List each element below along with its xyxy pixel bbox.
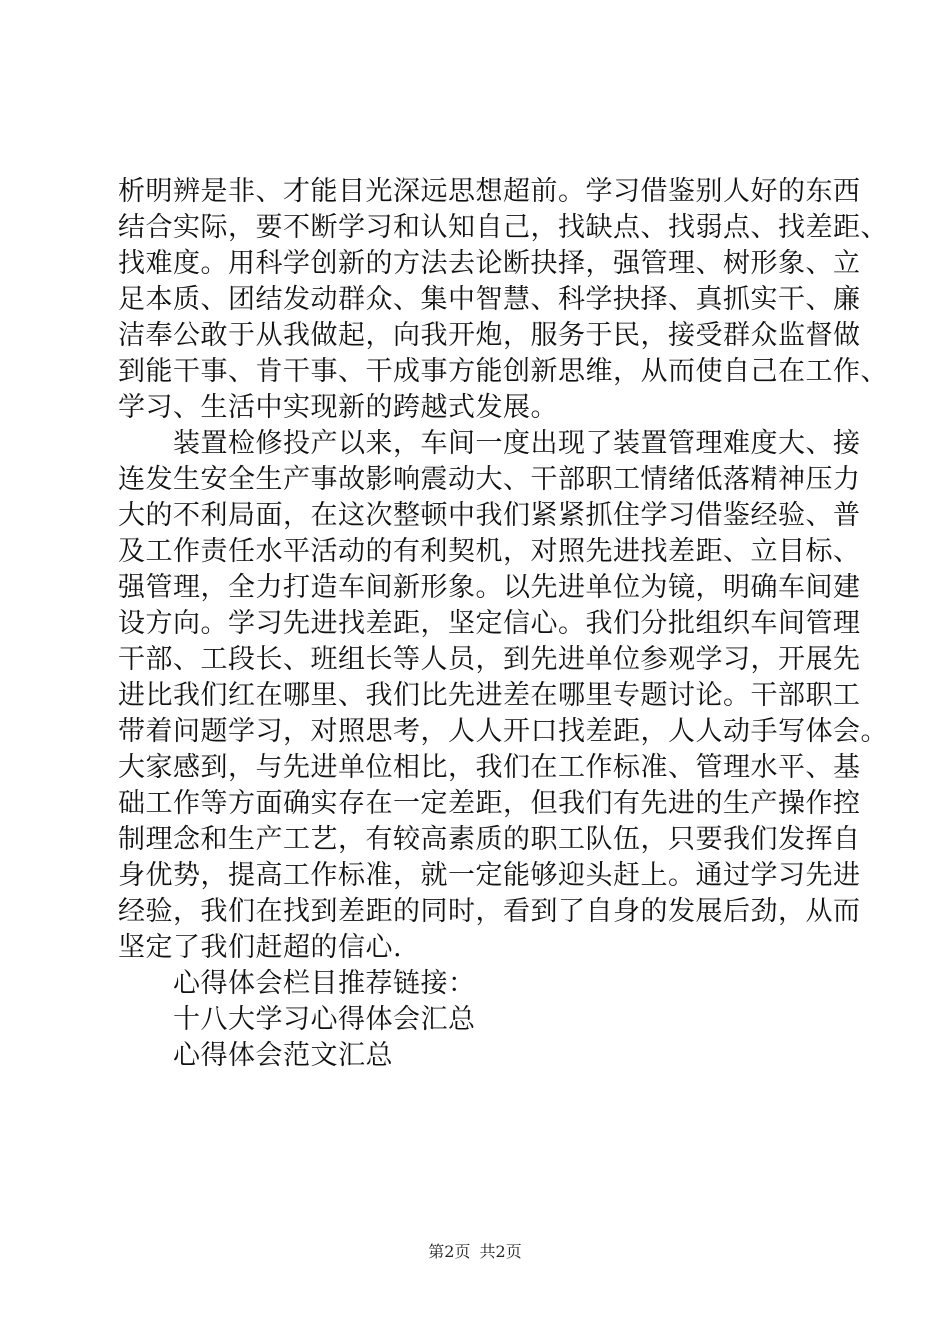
paragraph-line: 础工作等方面确实存在一定差距，但我们有先进的生产操作控 (118, 788, 861, 819)
paragraph-line: 装置检修投产以来，车间一度出现了装置管理难度大、接 (118, 428, 861, 459)
paragraph-line: 析明辨是非、才能目光深远思想超前。学习借鉴别人好的东西 (118, 176, 861, 207)
page-total: 共2页 (479, 1242, 522, 1261)
recommend-links-heading: 心得体会栏目推荐链接： (118, 968, 476, 999)
paragraph-line: 大的不利局面，在这次整顿中我们紧紧抓住学习借鉴经验、普 (118, 500, 861, 531)
paragraph-line: 制理念和生产工艺，有较高素质的职工队伍，只要我们发挥自 (118, 824, 861, 855)
paragraph-line: 找难度。用科学创新的方法去论断抉择，强管理、树形象、立 (118, 248, 861, 279)
recommend-link[interactable]: 心得体会范文汇总 (118, 1040, 393, 1071)
paragraph-line: 坚定了我们赶超的信心. (118, 932, 403, 963)
paragraph-line: 学习、生活中实现新的跨越式发展。 (118, 392, 558, 423)
paragraph-line: 强管理，全力打造车间新形象。以先进单位为镜，明确车间建 (118, 572, 861, 603)
paragraph-line: 到能干事、肯干事、干成事方能创新思维，从而使自己在工作、 (118, 356, 888, 387)
paragraph-line: 结合实际，要不断学习和认知自己，找缺点、找弱点、找差距、 (118, 212, 888, 243)
paragraph-line: 身优势，提高工作标准，就一定能够迎头赶上。通过学习先进 (118, 860, 861, 891)
paragraph-line: 大家感到，与先进单位相比，我们在工作标准、管理水平、基 (118, 752, 861, 783)
page-number: 第2页 (428, 1242, 471, 1261)
paragraph-line: 及工作责任水平活动的有利契机，对照先进找差距、立目标、 (118, 536, 861, 567)
paragraph-line: 连发生安全生产事故影响震动大、干部职工情绪低落精神压力 (118, 464, 861, 495)
page-footer (0, 1242, 950, 1262)
paragraph-line: 带着问题学习，对照思考，人人开口找差距，人人动手写体会。 (118, 716, 888, 747)
paragraph-line: 足本质、团结发动群众、集中智慧、科学抉择、真抓实干、廉 (118, 284, 861, 315)
paragraph-line: 设方向。学习先进找差距，坚定信心。我们分批组织车间管理 (118, 608, 861, 639)
recommend-link[interactable]: 十八大学习心得体会汇总 (118, 1004, 476, 1035)
paragraph-line: 进比我们红在哪里、我们比先进差在哪里专题讨论。干部职工 (118, 680, 861, 711)
paragraph-line: 经验，我们在找到差距的同时，看到了自身的发展后劲，从而 (118, 896, 861, 927)
paragraph-line: 洁奉公敢于从我做起，向我开炮，服务于民，接受群众监督做 (118, 320, 861, 351)
paragraph-line: 干部、工段长、班组长等人员，到先进单位参观学习，开展先 (118, 644, 861, 675)
